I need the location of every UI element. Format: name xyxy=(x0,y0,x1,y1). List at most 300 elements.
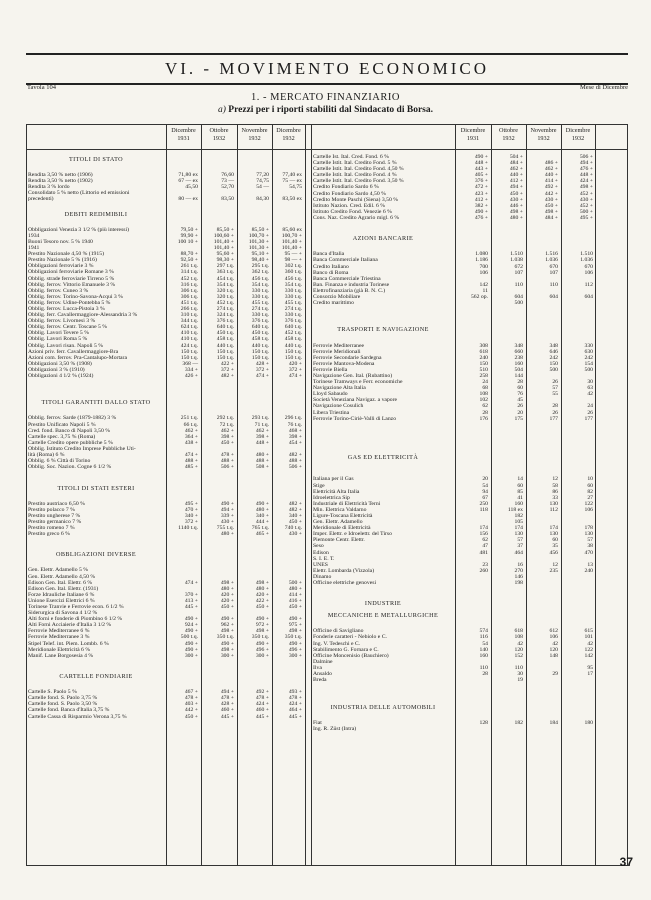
right-table-body xyxy=(313,154,627,732)
price-cell: 175 xyxy=(514,415,523,422)
price-cell: 19 xyxy=(517,677,523,684)
table-row xyxy=(28,653,304,659)
price-cell: 478 + xyxy=(184,695,198,702)
security-name: Officine elettriche genovesi xyxy=(313,580,377,586)
price-cell: 474 + xyxy=(255,373,269,379)
security-name: Seso xyxy=(313,543,324,550)
security-name: Obblig. ferrov. Lucca-Pistoia 3 % xyxy=(28,305,105,312)
price-cell: 442 + xyxy=(544,190,558,197)
price-cell: 604 xyxy=(549,293,558,300)
price-cell: 972 + xyxy=(255,622,269,629)
price-cell: 464 xyxy=(514,549,523,556)
price-cell: 20 xyxy=(482,476,488,483)
price-cell: 488 + xyxy=(288,458,302,465)
price-cell: 60 xyxy=(587,482,593,489)
category-heading: GAS ED ELETTRICITÀ xyxy=(347,454,419,462)
price-cell: 101,40 + xyxy=(213,238,234,245)
security-name: Istituto Nazion. Cred. Edil. 6 % xyxy=(313,202,386,209)
price-cell: 975 + xyxy=(288,622,302,629)
price-cell: 363 t.q. xyxy=(216,269,234,276)
price-cell: 1140 t.q. xyxy=(178,524,198,531)
price-cell: 442 + xyxy=(184,707,198,714)
price-cell: 101 xyxy=(584,634,593,641)
price-cell: 339 + xyxy=(220,512,234,519)
price-cell: 58 xyxy=(552,482,558,489)
price-cell: 251 t.q. xyxy=(180,415,198,422)
price-cell: 448 + xyxy=(579,172,593,179)
security-name: Edison Gen. Ital. Elettr. 6 % xyxy=(28,579,93,586)
security-name: Meridionale di Elettricità xyxy=(313,525,371,532)
price-cell: 42 xyxy=(587,391,593,398)
price-cell: 28 xyxy=(552,403,558,410)
security-name: Lloyd Sabaudo xyxy=(313,391,348,398)
price-cell: 670 xyxy=(549,263,558,270)
category-heading: TITOLI DI STATO xyxy=(68,156,124,163)
price-cell: 480 + xyxy=(255,452,269,459)
price-cell: 42 xyxy=(552,640,558,647)
price-cell: 480 + xyxy=(255,585,269,592)
price-cell: 450 + xyxy=(220,439,234,446)
price-cell: 154 xyxy=(584,360,593,367)
security-name: Buoni Tesoro nov. 5 % 1940 xyxy=(28,238,93,245)
price-cell: 430 + xyxy=(544,196,558,203)
price-cell: 398 + xyxy=(288,433,302,440)
price-cell: 116 xyxy=(479,634,488,641)
price-cell: 330 t.q. xyxy=(284,293,302,300)
security-name: Obblig. ferrov. Torino-Savona-Acqui 3 % xyxy=(28,293,123,300)
security-name: Ferrovie Biella xyxy=(313,366,348,373)
security-name: Ban. Finanza e industria Torinese xyxy=(313,281,390,288)
security-name: Banca d'Italia xyxy=(313,251,345,258)
price-cell: 472 + xyxy=(474,184,488,191)
price-cell: 130 xyxy=(514,531,523,538)
price-cell: 445 + xyxy=(220,713,234,720)
price-cell: 45 xyxy=(517,397,523,404)
price-cell: 458 t.q. xyxy=(251,336,269,343)
security-name: Obblig. Soc. Nazion. Cogne 6 1/2 % xyxy=(28,464,112,471)
price-cell: 45,50 xyxy=(185,184,198,191)
price-cell: 452 t.q. xyxy=(284,330,302,337)
price-cell: 95,60 + xyxy=(216,251,234,258)
price-cell: 382 + xyxy=(474,202,488,209)
table-row xyxy=(313,300,627,306)
category-heading: TRASPORTI E NAVIGAZIONE xyxy=(337,326,429,334)
security-name: Stige xyxy=(313,482,325,489)
price-cell: 122 xyxy=(584,646,593,653)
price-cell: 1.510 xyxy=(580,251,593,258)
price-cell: 494 + xyxy=(579,160,593,167)
security-name: Ferrovie Torino-Ciriè-Valli di Lanzo xyxy=(313,415,397,422)
security-name: Obbligazioni 3,50 % (1908) xyxy=(28,360,92,367)
column-header: Dicembre 1932 xyxy=(276,127,301,142)
price-cell: 574 xyxy=(479,628,488,635)
price-cell: 67 xyxy=(482,494,488,501)
security-name: Prestito polacco 7 % xyxy=(28,506,75,513)
price-cell: 108 xyxy=(514,634,523,641)
price-cell: 485 + xyxy=(184,464,198,471)
price-cell: 480 + xyxy=(220,531,234,538)
price-cell: 372 + xyxy=(184,518,198,525)
price-cell: 492 + xyxy=(255,689,269,696)
price-cell: 340 + xyxy=(255,512,269,519)
price-cell: 496 + xyxy=(288,646,302,653)
security-name: Obblig. Istituto Credito Imprese Pubbliche Uti- xyxy=(28,445,136,452)
column-divider xyxy=(311,124,312,866)
price-cell: 612 xyxy=(549,628,558,635)
price-cell: 670 xyxy=(584,263,593,270)
price-cell: 500 xyxy=(514,300,523,307)
price-cell: 478 + xyxy=(220,452,234,459)
price-cell: 295 t.q. xyxy=(251,263,269,270)
price-cell: 480 + xyxy=(255,506,269,513)
price-cell: 498 + xyxy=(288,628,302,635)
price-cell: 452 t.q. xyxy=(216,299,234,306)
price-cell: 300 + xyxy=(184,652,198,659)
table-row xyxy=(28,464,304,470)
price-cell: 184 xyxy=(549,719,558,726)
price-cell: 330 t.q. xyxy=(284,287,302,294)
price-cell: 630 xyxy=(584,348,593,355)
price-cell: 451 t.q. xyxy=(180,299,198,306)
price-cell: 150 t.q. xyxy=(251,354,269,361)
security-name: Italiana per il Gas xyxy=(313,476,354,483)
price-cell: 182 xyxy=(514,719,523,726)
price-cell: 476 + xyxy=(474,214,488,221)
price-cell: 410 t.q. xyxy=(180,330,198,337)
security-name: Obblig. Lavori Tevere 5 % xyxy=(28,330,89,337)
price-cell: 150 t.q. xyxy=(284,348,302,355)
price-cell: 74,75 xyxy=(256,178,269,185)
price-cell: 182 xyxy=(514,512,523,519)
security-name: Ligure-Toscana Elettricità xyxy=(313,512,373,519)
price-cell: 86 xyxy=(552,488,558,495)
price-cell: 480 + xyxy=(220,585,234,592)
price-cell: 962 + xyxy=(220,622,234,629)
security-name: Elettrofinanziaria (già B. N. C.) xyxy=(313,287,386,294)
security-name: Ing. R. Züst (Intra) xyxy=(313,725,357,732)
security-name: Azioni priv. ferr. Cavallermaggiore-Bra xyxy=(28,348,119,355)
security-name: Obbligazioni 4 1/2 % (1924) xyxy=(28,373,94,379)
price-cell: 484 + xyxy=(544,214,558,221)
price-cell: 490 + xyxy=(288,640,302,647)
price-cell: 482 + xyxy=(288,506,302,513)
security-name: Obblig. strade ferroviarie Tirreno 5 % xyxy=(28,275,115,282)
table-row xyxy=(313,726,627,732)
price-cell: 128 xyxy=(479,719,488,726)
price-cell: 450 t.q. xyxy=(216,330,234,337)
price-cell: 455 t.q. xyxy=(284,299,302,306)
category-heading: DEBITI REDIMIBILI xyxy=(64,210,128,218)
price-cell: 108 xyxy=(479,391,488,398)
security-name: Cartelle Cassa di Risparmio Verona 3,75 % xyxy=(28,713,127,720)
price-cell: 100,60 + xyxy=(213,232,234,239)
column-divider xyxy=(305,124,306,866)
price-cell: 150 xyxy=(479,360,488,367)
price-cell: 462 + xyxy=(220,427,234,434)
security-name: Ferrovie Mediterranee 3 % xyxy=(28,634,90,641)
price-cell: 110 xyxy=(514,664,523,671)
security-name: Obblig. ferr. Cavallermaggiore-Alessandria 3 % xyxy=(28,312,138,319)
price-cell: 198 xyxy=(514,580,523,586)
price-cell: 484 + xyxy=(509,160,523,167)
price-cell: 144 xyxy=(514,373,523,379)
price-cell: 266 t.q. xyxy=(180,305,198,312)
price-cell: 11 xyxy=(482,287,488,294)
title-box xyxy=(26,53,628,85)
price-cell: 615 xyxy=(584,628,593,635)
price-cell: 496 + xyxy=(255,646,269,653)
category-heading: MECCANICHE E METALLURGICHE xyxy=(327,612,439,620)
security-name: UNES xyxy=(313,561,328,568)
section-subtitle xyxy=(0,105,651,115)
price-cell: 42 xyxy=(587,640,593,647)
price-cell: 130 xyxy=(584,531,593,538)
price-cell: 460 + xyxy=(220,707,234,714)
price-cell: 458 t.q. xyxy=(216,336,234,343)
price-cell: 494 + xyxy=(220,506,234,513)
price-cell: 700 xyxy=(479,263,488,270)
security-name: Prestito romeno 7 % xyxy=(28,524,75,531)
price-cell: 440 + xyxy=(544,172,558,179)
price-cell: 160 xyxy=(514,360,523,367)
price-cell: 478 + xyxy=(255,695,269,702)
security-name: Gen. Elettr. Adamello xyxy=(313,519,363,526)
price-cell: 13 xyxy=(587,561,593,568)
price-cell: 398 + xyxy=(255,433,269,440)
price-cell: 320 t.q. xyxy=(216,293,234,300)
price-cell: 1.510 xyxy=(510,251,523,258)
price-cell: 92,50 + xyxy=(180,257,198,264)
price-cell: 438 + xyxy=(184,439,198,446)
price-cell: 450 t.q. xyxy=(251,330,269,337)
price-cell: 300 + xyxy=(288,652,302,659)
price-cell: 110 xyxy=(514,281,523,288)
security-name: Prestito greco 6 % xyxy=(28,531,70,538)
security-name: Obblig. ferrov. Vittorio Emanuele 3 % xyxy=(28,281,116,288)
security-name: Breda xyxy=(313,677,327,684)
price-cell: 55 xyxy=(552,391,558,398)
price-cell: 146 xyxy=(514,573,523,580)
price-cell: 490 + xyxy=(220,500,234,507)
price-cell: 95 — + xyxy=(284,251,302,258)
security-name: Ing. V. Tedeschi e C. xyxy=(313,640,361,647)
price-cell: 107 xyxy=(514,269,523,276)
category-heading: CARTELLE FONDIARIE xyxy=(59,673,133,681)
security-name: Istituto Credito Fond. Venezie 6 % xyxy=(313,208,392,215)
price-cell: 490 + xyxy=(474,154,488,160)
price-cell: 242 xyxy=(549,354,558,361)
price-cell: 372 + xyxy=(288,366,302,373)
price-cell: 490 + xyxy=(288,616,302,623)
security-name: Ferrovie Mediterranee xyxy=(313,342,365,349)
price-cell: 414 + xyxy=(544,178,558,185)
price-cell: 354 t.q. xyxy=(251,281,269,288)
price-cell: 440 t.q. xyxy=(251,342,269,349)
price-cell: 79,50 + xyxy=(180,226,198,233)
price-cell: 450 + xyxy=(288,518,302,525)
category-heading: OBBLIGAZIONI DIVERSE xyxy=(55,551,136,559)
price-cell: 500 + xyxy=(288,579,302,586)
price-cell: 470 xyxy=(584,549,593,556)
price-cell: 498 + xyxy=(544,208,558,215)
security-name: Prestito Nazionale 4,50 % (1915) xyxy=(28,251,104,258)
price-cell: 94 xyxy=(482,488,488,495)
price-cell: 1.036 xyxy=(545,257,558,264)
price-cell: 107 xyxy=(549,269,558,276)
category-heading: INDUSTRIE xyxy=(364,600,402,608)
price-cell: 242 xyxy=(584,354,593,361)
price-cell: 376 + xyxy=(474,178,488,185)
price-cell: 474 + xyxy=(184,579,198,586)
price-cell: 178 xyxy=(584,525,593,532)
table-row xyxy=(313,580,627,586)
table-row xyxy=(313,215,627,221)
price-cell: 423 + xyxy=(474,190,488,197)
price-cell: 140 xyxy=(479,646,488,653)
price-cell: 462 + xyxy=(509,166,523,173)
price-cell: 260 xyxy=(479,567,488,574)
security-name: Stipel Telef. int. Piem. Lombb. 6 % xyxy=(28,640,109,647)
security-name: Obblig. Lavori Roma 5 % xyxy=(28,336,88,343)
price-cell: 83,50 xyxy=(221,196,234,203)
security-name: Consolidato 5 % netto (Littorio ed emissioni xyxy=(28,190,130,197)
category-heading: TITOLI GARANTITI DALLO STATO xyxy=(41,399,151,407)
table-number: Tavola 104 xyxy=(27,84,56,91)
price-cell: 490 + xyxy=(255,640,269,647)
price-cell: 29 xyxy=(552,671,558,678)
price-cell: 448 + xyxy=(255,439,269,446)
price-cell: 98,30 + xyxy=(216,257,234,264)
security-name: Prestito ungherese 7 % xyxy=(28,512,81,519)
price-cell: 112 xyxy=(584,281,593,288)
price-cell: 30 xyxy=(587,379,593,386)
price-cell: 444 + xyxy=(255,518,269,525)
price-cell: 481 xyxy=(479,549,488,556)
security-name: Cred. fond. Banco di Napoli 3,50 % xyxy=(28,427,110,434)
security-name: Cartelle fond. S. Paolo 3,75 % xyxy=(28,695,98,702)
table-row xyxy=(28,531,304,537)
price-cell: 510 xyxy=(479,366,488,373)
price-cell: 85,60 ex xyxy=(282,226,302,233)
price-cell: 420 + xyxy=(220,597,234,604)
price-cell: 480 + xyxy=(509,214,523,221)
price-cell: 148 xyxy=(549,652,558,659)
price-cell: 300 + xyxy=(220,652,234,659)
price-cell: 490 + xyxy=(220,640,234,647)
price-cell: 456 t.q. xyxy=(251,275,269,282)
price-cell: 76,60 xyxy=(221,172,234,179)
price-cell: 422 + xyxy=(255,597,269,604)
security-name: Obblig. 6 % Città di Torino xyxy=(28,458,91,465)
security-name: Credito Fondiario Sardo 4,50 % xyxy=(313,190,386,197)
price-cell: 490 + xyxy=(184,646,198,653)
security-name: Banco di Roma xyxy=(313,269,349,276)
price-cell: 1.036 xyxy=(580,257,593,264)
security-name: Edison Gen. Ital. Elettr. (1931) xyxy=(28,585,99,592)
security-name: Navigazione Gen. Ital. (Rubattino) xyxy=(313,373,393,379)
price-cell: 504 + xyxy=(509,154,523,160)
price-cell: 506 + xyxy=(579,154,593,160)
price-cell: 238 xyxy=(514,354,523,361)
price-cell: 80 — ex xyxy=(178,196,198,203)
price-cell: 500 xyxy=(584,366,593,373)
price-cell: 306 t.q. xyxy=(180,287,198,294)
price-cell: 450 + xyxy=(509,190,523,197)
price-cell: 35 xyxy=(552,543,558,550)
price-cell: 68 xyxy=(482,385,488,392)
price-cell: 428 + xyxy=(255,360,269,367)
table-row xyxy=(28,373,304,379)
price-cell: 76 xyxy=(517,391,523,398)
price-cell: 430 + xyxy=(509,196,523,203)
security-name: Società Veneziana Navigaz. a vapore xyxy=(313,397,398,404)
price-cell: 454 + xyxy=(288,439,302,446)
price-cell: 77,20 xyxy=(256,172,269,179)
price-cell: 156 xyxy=(479,531,488,538)
price-cell: 452 + xyxy=(579,202,593,209)
price-cell: 240 xyxy=(584,567,593,574)
security-name: precedenti) xyxy=(28,196,54,203)
price-cell: 494 + xyxy=(509,184,523,191)
security-name: Elettr. Lombarda (Vizzola) xyxy=(313,567,375,574)
subsection-letter: a) xyxy=(218,105,226,115)
price-cell: 57 xyxy=(517,537,523,544)
price-cell: 412 + xyxy=(509,178,523,185)
security-name: Prestito Nazionale 5 % (1916) xyxy=(28,257,97,264)
security-name: Elettricità Alta Italia xyxy=(313,488,360,495)
price-cell: 468 + xyxy=(288,427,302,434)
page-number: 37 xyxy=(619,855,633,869)
price-cell: 330 t.q. xyxy=(284,312,302,319)
price-cell: 370 + xyxy=(184,591,198,598)
price-cell: 67 — ex xyxy=(178,178,198,185)
price-cell: 57 xyxy=(587,537,593,544)
price-cell: 462 + xyxy=(544,166,558,173)
price-cell: 150 t.q. xyxy=(216,354,234,361)
price-cell: 498 + xyxy=(255,579,269,586)
price-cell: 292 t.q. xyxy=(216,415,234,422)
price-cell: 28 xyxy=(482,409,488,416)
price-cell: 106 xyxy=(549,634,558,641)
price-cell: 420 + xyxy=(220,591,234,598)
security-name: Gen. Elettr. Adamello 4,50 % xyxy=(28,573,96,580)
price-cell: 28 xyxy=(482,671,488,678)
price-cell: 445 + xyxy=(255,713,269,720)
price-cell: 76 t.q. xyxy=(287,421,302,428)
security-name: Fiat xyxy=(313,719,322,726)
price-cell: 482 + xyxy=(288,452,302,459)
price-cell: 354 t.q. xyxy=(284,281,302,288)
price-cell: 24 xyxy=(587,403,593,410)
price-cell: 71,80 ex xyxy=(178,172,198,179)
price-cell: 495 + xyxy=(579,214,593,221)
price-cell: 330 t.q. xyxy=(251,293,269,300)
price-cell: 474 + xyxy=(288,373,302,379)
security-name: Obbligazioni ferroviarie Romane 3 % xyxy=(28,269,114,276)
security-name: Imper. Elettr. e Idroelettr. del Tirso xyxy=(313,531,392,538)
price-cell: 740 t.q. xyxy=(284,524,302,531)
price-cell: 440 t.q. xyxy=(216,342,234,349)
price-cell: 72 t.q. xyxy=(219,421,234,428)
price-cell: 490 + xyxy=(184,616,198,623)
price-cell: 101,40 + xyxy=(281,245,302,252)
price-cell: 54,75 xyxy=(289,184,302,191)
price-cell: 54 xyxy=(482,640,488,647)
price-cell: 422 + xyxy=(220,360,234,367)
security-name: Obblig. ferrov. Sarde (1879-1882) 3 % xyxy=(28,415,117,422)
price-cell: 293 t.q. xyxy=(251,415,269,422)
price-cell: 376 t.q. xyxy=(216,318,234,325)
